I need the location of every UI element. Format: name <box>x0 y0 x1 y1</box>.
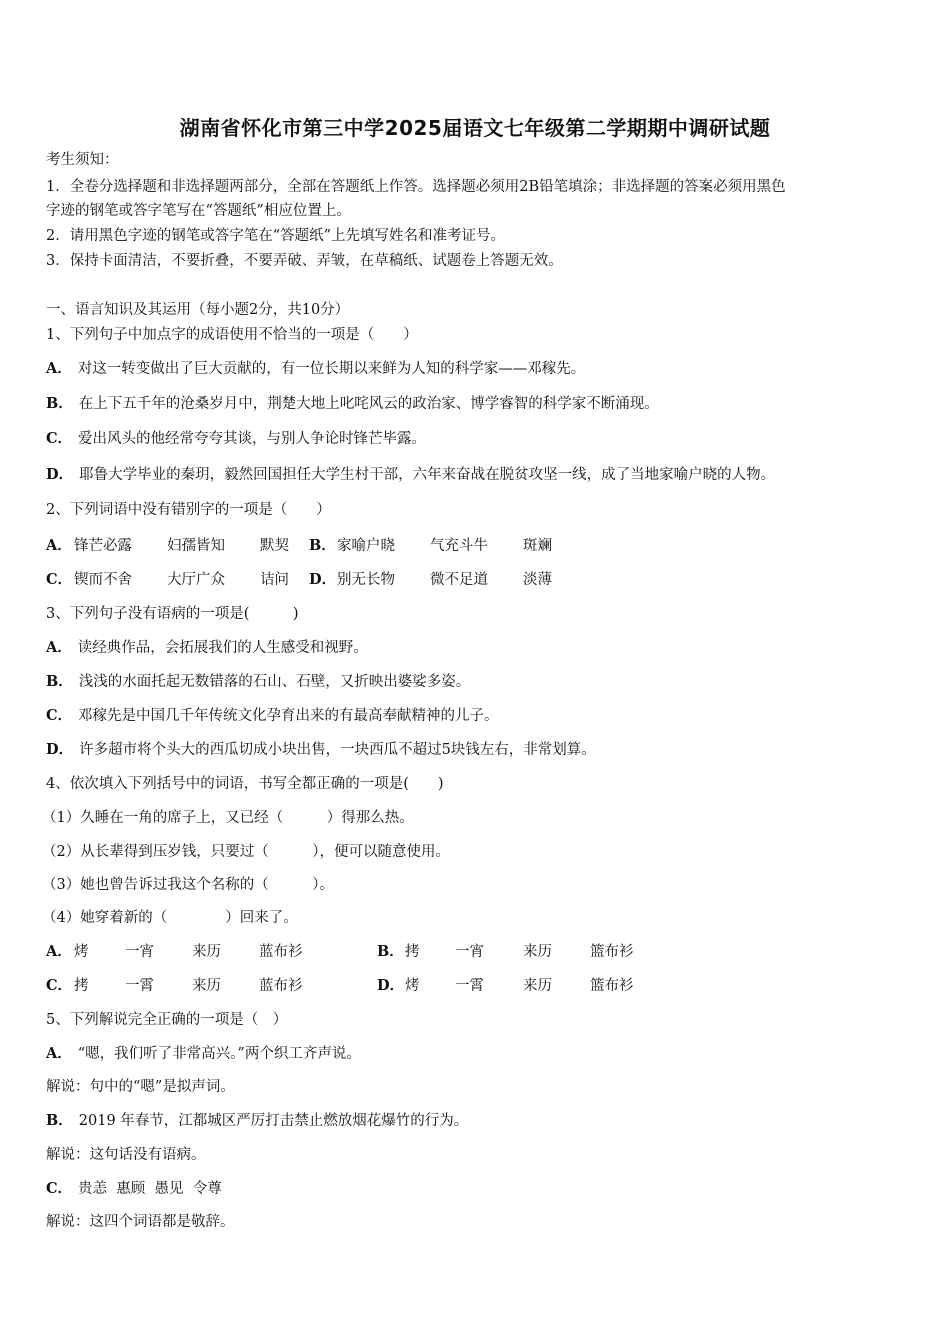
option-word: 拷 <box>405 944 420 960</box>
option-word: 烤 <box>74 944 89 960</box>
option-label: C． <box>46 571 73 588</box>
option <box>46 1179 222 1199</box>
option-label: B． <box>377 943 404 960</box>
option-word: 来历 <box>523 944 552 960</box>
option <box>46 465 775 485</box>
option-label: C． <box>46 707 73 724</box>
option-word: 来历 <box>523 978 552 994</box>
explanation: 解说：句中的“嗯”是拟声词。 <box>46 1079 235 1095</box>
option-label: B． <box>46 1112 73 1129</box>
explanation: 解说：这句话没有语病。 <box>46 1147 206 1163</box>
page-title: 湖南省怀化市第三中学2025届语文七年级第二学期期中调研试题 <box>179 116 771 140</box>
option-text: 对这一转变做出了巨大贡献的，有一位长期以来鲜为人知的科学家——邓稼先。 <box>77 361 586 377</box>
option-word: 斑斓 <box>523 538 552 554</box>
question-stem: 2、下列词语中没有错别字的一项是（ ） <box>46 502 331 518</box>
option-label: B． <box>46 673 73 690</box>
option-label: D． <box>377 977 405 994</box>
option-text: 耶鲁大学毕业的秦玥，毅然回国担任大学生村干部，六年来奋战在脱贫攻坚一线，成了当地家喻户晓的人物。 <box>79 467 776 483</box>
option <box>46 1111 468 1131</box>
option-word: 微不足道 <box>430 572 488 588</box>
notice-item: 3．保持卡面清洁，不要折叠，不要弄破、弄皱，在草稿纸、试题卷上答题无效。 <box>46 253 563 269</box>
question-stem: 4、依次填入下列括号中的词语，书写全都正确的一项是( ) <box>46 776 444 792</box>
option-word: 一霄 <box>125 978 154 994</box>
option-label: A． <box>46 360 72 377</box>
option-label: D． <box>46 466 74 483</box>
option-word: 来历 <box>192 944 221 960</box>
notice-item: 字迹的钢笔或答字笔写在“答题纸”相应位置上。 <box>46 203 351 219</box>
blank-sentence: （4）她穿着新的（ ）回来了。 <box>42 910 298 926</box>
option-word: 蓝布衫 <box>259 944 303 960</box>
option <box>46 429 426 449</box>
explanation: 解说：这四个词语都是敬辞。 <box>46 1214 235 1230</box>
option <box>46 740 596 760</box>
option-text: 读经典作品，会拓展我们的人生感受和视野。 <box>77 640 368 656</box>
option-word: 一霄 <box>455 978 484 994</box>
option-label: B． <box>46 395 73 412</box>
option <box>46 638 368 658</box>
option-text: 爱出风头的他经常夸夸其谈，与别人争论时锋芒毕露。 <box>78 431 427 447</box>
option-label: C． <box>46 1180 73 1197</box>
option-word: 锲而不舍 <box>74 572 132 588</box>
option-label: B． <box>309 537 336 554</box>
option-text: 浅浅的水面托起无数错落的石山、石壁，又折映出婆娑多姿。 <box>78 674 471 690</box>
option-word: 篮布衫 <box>590 944 634 960</box>
option-text: 在上下五千年的沧桑岁月中，荆楚大地上叱咤风云的政治家、博学睿智的科学家不断涌现。 <box>78 396 659 412</box>
option-label: A． <box>46 1045 72 1062</box>
option <box>46 672 470 692</box>
question-stem: 5、下列解说完全正确的一项是（ ） <box>46 1012 288 1028</box>
option <box>46 394 659 414</box>
option-label: C． <box>46 977 73 994</box>
option-word: 诘问 <box>260 572 289 588</box>
option <box>46 706 499 726</box>
option <box>46 1044 361 1064</box>
option-text: 贵恙 惠顾 愚见 令尊 <box>78 1181 222 1197</box>
section-heading: 一、语言知识及其运用（每小题2分，共10分） <box>46 302 350 318</box>
option-word: 大厅广众 <box>167 572 225 588</box>
notice-heading: 考生须知： <box>46 152 119 168</box>
option-word: 锋芒必露 <box>74 538 132 554</box>
option-word: 一宵 <box>125 944 154 960</box>
option-label: A． <box>46 639 72 656</box>
option-text: 邓稼先是中国几千年传统文化孕育出来的有最高奉献精神的儿子。 <box>78 708 499 724</box>
option <box>46 359 585 379</box>
option-text: 2019 年春节，江都城区严厉打击禁止燃放烟花爆竹的行为。 <box>78 1113 469 1129</box>
question-stem: 3、下列句子没有语病的一项是( ) <box>46 606 299 622</box>
blank-sentence: （3）她也曾告诉过我这个名称的（ ）。 <box>42 877 334 893</box>
option-word: 篮布衫 <box>590 978 634 994</box>
option-word: 气充斗牛 <box>430 538 488 554</box>
blank-sentence: （1）久睡在一角的席子上，又已经（ ）得那么热。 <box>42 810 414 826</box>
option-word: 别无长物 <box>337 572 395 588</box>
question-stem: 1、下列句子中加点字的成语使用不恰当的一项是（ ） <box>46 327 418 343</box>
option-word: 拷 <box>74 978 89 994</box>
option-label: D． <box>309 571 337 588</box>
option-word: 妇孺皆知 <box>167 538 225 554</box>
option-word: 一宵 <box>455 944 484 960</box>
notice-item: 1．全卷分选择题和非选择题两部分，全部在答题纸上作答。选择题必须用2B铅笔填涂；非选择题的答案必须用黑色 <box>46 179 786 195</box>
option-text: “嗯，我们听了非常高兴。”两个织工齐声说。 <box>77 1046 361 1062</box>
option-word: 家喻户晓 <box>337 538 395 554</box>
blank-sentence: （2）从长辈得到压岁钱，只要过（ ），便可以随意使用。 <box>42 844 450 860</box>
option-label: C． <box>46 430 73 447</box>
option-word: 来历 <box>192 978 221 994</box>
option-label: A． <box>46 943 72 960</box>
option-word: 默契 <box>260 538 289 554</box>
option-word: 淡薄 <box>523 572 552 588</box>
option-word: 蓝布衫 <box>259 978 303 994</box>
option-text: 许多超市将个头大的西瓜切成小块出售，一块西瓜不超过5块钱左右，非常划算。 <box>79 742 596 758</box>
option-label: A． <box>46 537 72 554</box>
notice-item: 2．请用黑色字迹的钢笔或答字笔在“答题纸”上先填写姓名和准考证号。 <box>46 228 506 244</box>
option-word: 烤 <box>405 978 420 994</box>
option-label: D． <box>46 741 74 758</box>
